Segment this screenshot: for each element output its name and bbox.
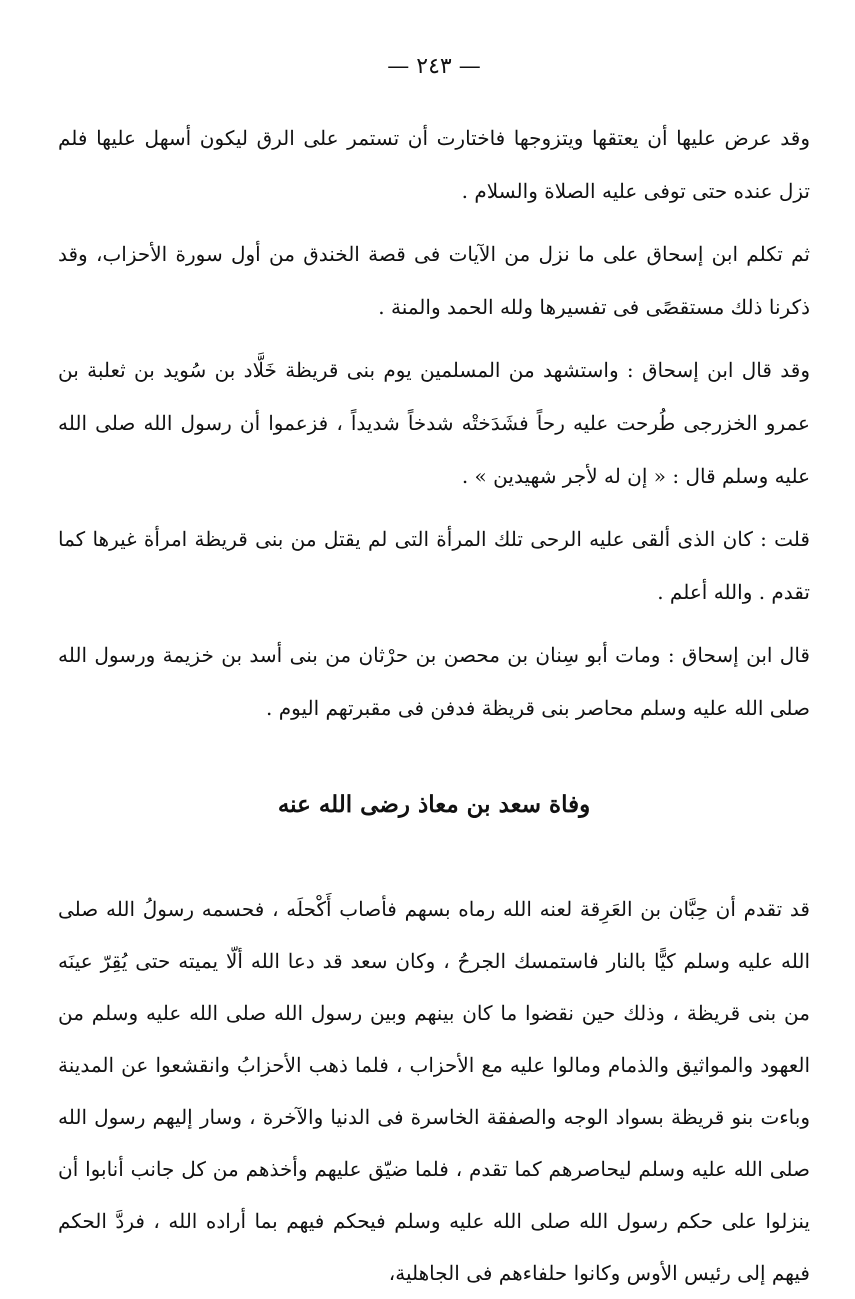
section-body [58,883,810,1299]
paragraph-5: قال ابن إسحاق : ومات أبو سِنان بن محصن بن حرْثان من بنى أسد بن خزيمة ورسول الله صلى الله عليه وسلم محاصر بنى قريظة فدفن فى مقبرتهم اليوم . [58,643,810,720]
paragraph-1: وقد عرض عليها أن يعتقها ويتزوجها فاختارت أن تستمر على الرق ليكون أسهل عليها فلم تزل عنده حتى توفى عليه الصلاة والسلام . [58,126,810,203]
paragraph-2: ثم تكلم ابن إسحاق على ما نزل من الآيات فى قصة الخندق من أول سورة الأحزاب، وقد ذكرنا ذلك مستقصًى فى تفسيرها ولله الحمد والمنة . [58,242,810,319]
paragraph-4: قلت : كان الذى ألقى عليه الرحى تلك المرأة التى لم يقتل من بنى قريظة امرأة غيرها كما تقدم . والله أعلم . [58,527,810,604]
paragraph-3: وقد قال ابن إسحاق : واستشهد من المسلمين يوم بنى قريظة خَلَّاد بن سُويد بن ثعلبة بن عمرو الخزرجى طُرحت عليه رحاً فشَدَختْه شدخاً شديداً ، فزعموا أن رسول الله صلى الله عليه وسلم قال : « إن له لأجر شهيدين » . [58,358,810,488]
page-number: — ٢٤٣ — [387,54,481,79]
section-paragraph: قد تقدم أن حِبَّان بن العَرِقة لعنه الله رماه بسهم فأصاب أَكْحلَه ، فحسمه رسولُ الله صلى الله عليه وسلم كيًّا بالنار فاستمسك الجرحُ ، وكان سعد قد دعا الله ألّا يميته حتى يُقِرّ عينَه من بنى قريظة ، وذلك حين نقضوا ما كان بينهم وبين رسول الله صلى الله عليه وسلم من العهود والمواثيق والذمام ومالوا عليه مع الأحزاب ، فلما ذهب الأحزابُ وانقشعوا عن المدينة وباءت بنو قريظة بسواد الوجه والصفقة الخاسرة فى الدنيا والآخرة ، وسار إليهم رسول الله صلى الله عليه وسلم ليحاصرهم كما تقدم ، فلما ضيّق عليهم وأخذهم من كل جانب أنابوا أن ينزلوا على حكم رسول الله صلى الله عليه وسلم فيحكم فيهم بما أراده الله ، فردَّ الحكم فيهم إلى رئيس الأوس وكانوا حلفاءهم فى الجاهلية، [58,897,810,1285]
section-heading: وفاة سعد بن معاذ رضى الله عنه [277,791,591,818]
main-text [58,112,810,735]
